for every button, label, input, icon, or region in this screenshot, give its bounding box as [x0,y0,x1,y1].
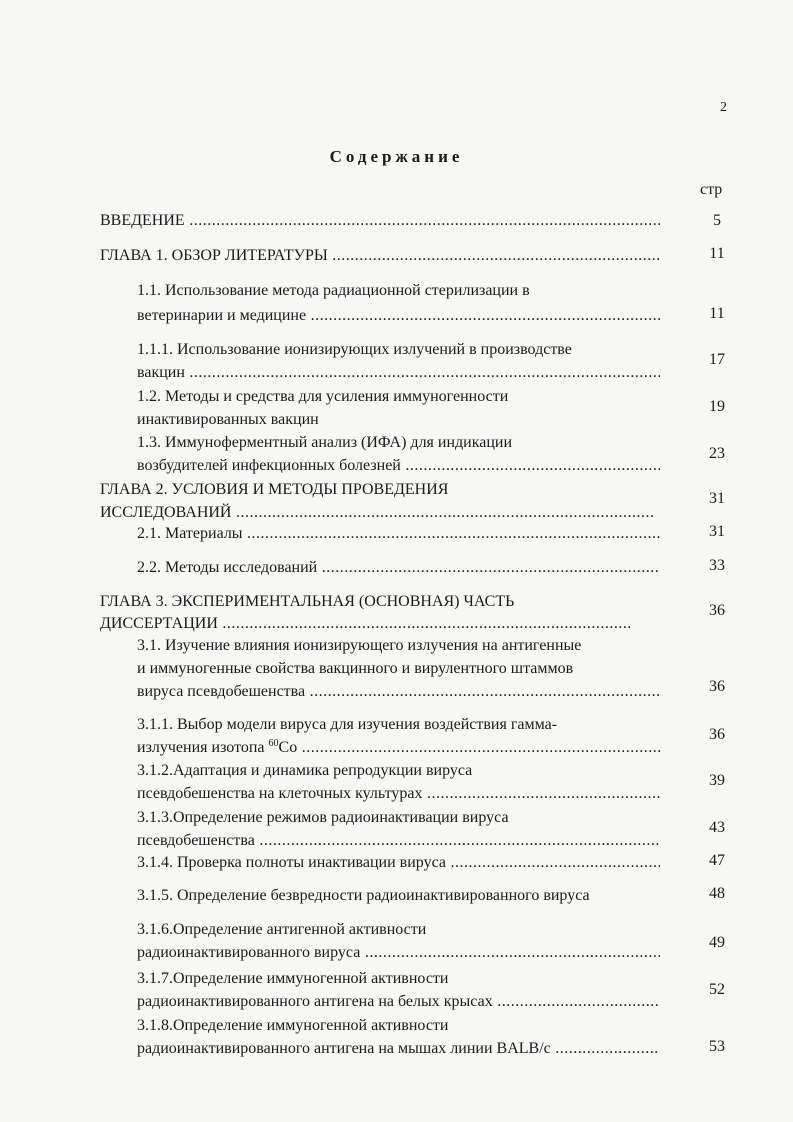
toc-page-2-1: 31 [709,523,725,540]
toc-page-3-1-8: 53 [709,1038,725,1055]
toc-entry-3-1-5: 3.1.5. Определение безвредности радиоинактивированного вируса [137,887,590,904]
toc-page-3-1-1: 36 [709,726,725,743]
isotope-mass-number: 60 [268,738,279,749]
toc-page-3-1: 36 [709,678,725,695]
toc-page-chapter-1: 11 [709,245,725,262]
toc-entry-3-1-4: 3.1.4. Проверка полноты инактивации вируса ..... [137,852,660,874]
toc-entry-2-1: 2.1. Материалы ..... [137,523,660,545]
toc-entry-1-1-line-2: ветеринарии и медицине ..... [137,305,660,327]
toc-entry-3-1-8-line-2: радиоинактивированного антигена на мышах линии BALB/c ..... [137,1038,660,1060]
toc-entry-1-1-line-1: 1.1. Использование метода радиационной стерилизации в [137,282,530,299]
page-column-header: стр [700,181,723,198]
toc-entry-introduction: ВВЕДЕНИЕ ..... [100,210,660,232]
toc-entry-3-1-6-line-2: радиоинактивированного вируса ..... [137,942,660,964]
toc-entry-chapter-2-line-2: ИССЛЕДОВАНИЙ ..... [100,502,655,524]
toc-entry-chapter-2-line-1: ГЛАВА 2. УСЛОВИЯ И МЕТОДЫ ПРОВЕДЕНИЯ [100,481,449,498]
toc-entry-3-1-3-line-2: псевдобешенства ..... [137,830,660,852]
toc-entry-chapter-1: ГЛАВА 1. ОБЗОР ЛИТЕРАТУРЫ ..... [100,245,660,267]
toc-entry-1-2-line-1: 1.2. Методы и средства для усиления иммуногенности [137,388,509,405]
toc-entry-3-1-7-line-2: радиоинактивированного антигена на белых крысах ..... [137,991,660,1013]
toc-entry-1-1-1-line-2: вакцин ..... [137,362,660,384]
toc-page-3-1-7: 52 [709,981,725,998]
toc-entry-3-1-line-2: и иммуногенные свойства вакцинного и вирулентного штаммов [137,660,574,677]
toc-entry-3-1-line-1: 3.1. Изучение влияния ионизирующего излучения на антигенные [137,637,582,654]
toc-entry-3-1-1-line-1: 3.1.1. Выбор модели вируса для изучения воздействия гамма- [137,716,558,733]
page-number: 2 [720,100,727,115]
toc-entry-3-1-3-line-1: 3.1.3.Определение режимов радиоинактивации вируса [137,809,509,826]
toc-entry-3-1-7-line-1: 3.1.7.Определение иммуногенной активности [137,970,449,987]
toc-entry-3-1-1-line-2: излучения изотопа $^{60}$Co ..... [137,739,662,756]
toc-page-chapter-2: 31 [709,490,725,507]
toc-page-1-1: 11 [709,305,725,322]
toc-page-3-1-6: 49 [709,934,725,951]
toc-entry-1-3-line-2: возбудителей инфекционных болезней ..... [137,455,660,477]
toc-entry-1-1-1-line-1: 1.1.1. Использование ионизирующих излучений в производстве [137,341,572,358]
toc-entry-chapter-3-line-1: ГЛАВА 3. ЭКСПЕРИМЕНТАЛЬНАЯ (ОСНОВНАЯ) ЧАСТЬ [100,593,515,610]
toc-page-3-1-4: 47 [709,852,725,869]
toc-entry-3-1-2-line-1: 3.1.2.Адаптация и динамика репродукции вируса [137,762,473,779]
toc-page-1-3: 23 [709,445,725,462]
toc-entry-3-1-2-line-2: псевдобешенства на клеточных культурах ..... [137,783,660,805]
toc-entry-chapter-3-line-2: ДИССЕРТАЦИИ ..... [100,613,630,635]
toc-page-2-2: 33 [709,557,725,574]
toc-page-1-1-1: 17 [709,351,725,368]
toc-page-introduction: 5 [713,212,721,229]
toc-entry-3-1-line-3: вируса псевдобешенства ..... [137,681,660,703]
toc-entry-2-2: 2.2. Методы исследований ..... [137,557,660,579]
toc-page-3-1-2: 39 [709,772,725,789]
toc-entry-1-3-line-1: 1.3. Иммуноферментный анализ (ИФА) для индикации [137,434,513,451]
toc-page-1-2: 19 [709,398,725,415]
toc-entry-3-1-6-line-1: 3.1.6.Определение антигенной активности [137,921,427,938]
toc-page-3-1-3: 43 [709,819,725,836]
toc-page-3-1-5: 48 [709,885,725,902]
toc-title: Содержание [329,147,464,166]
toc-entry-3-1-8-line-1: 3.1.8.Определение иммуногенной активности [137,1017,449,1034]
toc-entry-1-2-line-2: инактивированных вакцин [137,411,319,428]
toc-page-chapter-3: 36 [709,602,725,619]
